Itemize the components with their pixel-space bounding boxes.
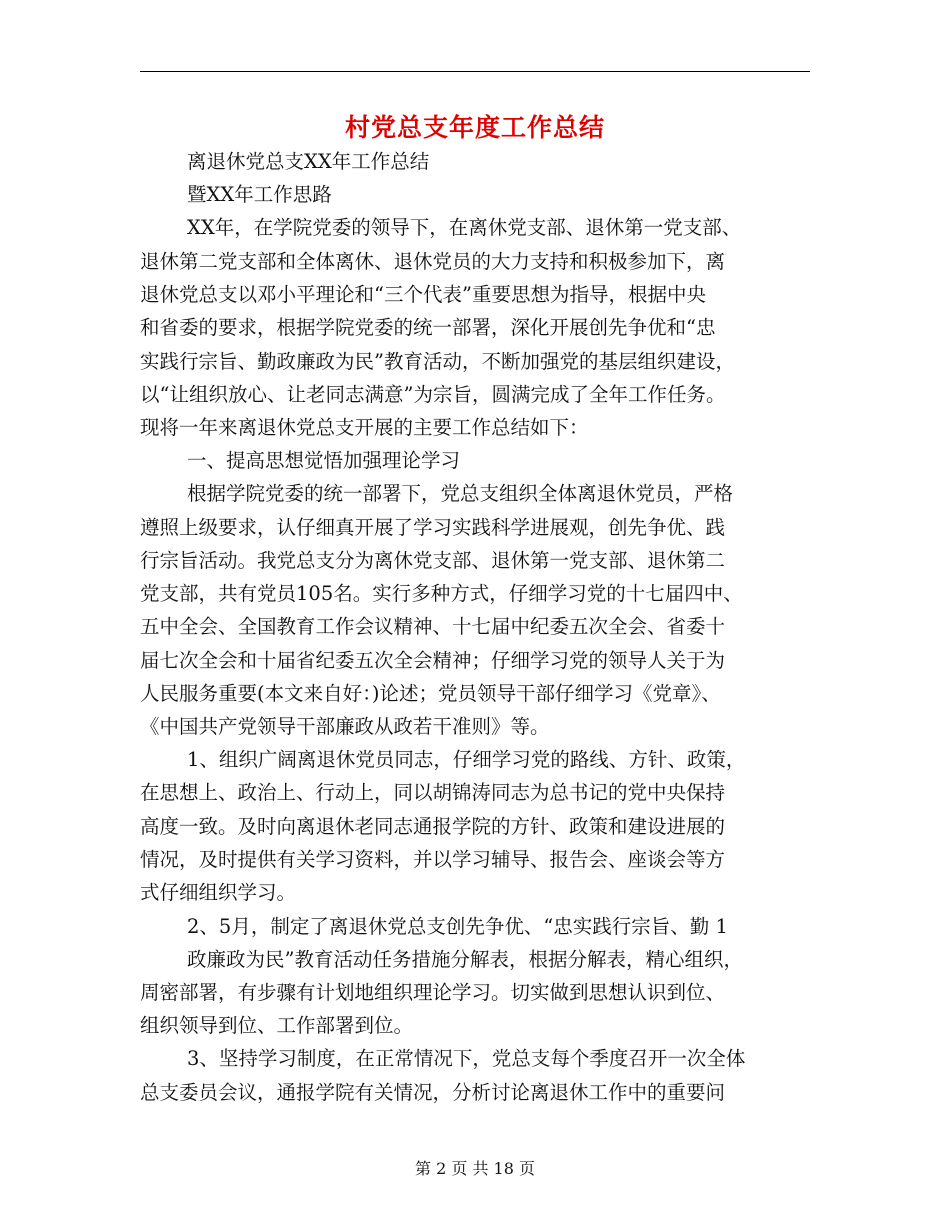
body-line: 《中国共产党领导干部廉政从政若干准则》等。 (140, 715, 550, 738)
body-line: 1、组织广阔离退休党员同志，仔细学习党的路线、方针、政策， (187, 748, 746, 771)
body-line: 式仔细组织学习。 (140, 881, 297, 904)
header-rule (140, 71, 810, 72)
body-line: 党支部，共有党员105名。实行多种方式，仔细学习党的十七届四中、 (140, 582, 743, 605)
body-line: 现将一年来离退休党总支开展的主要工作总结如下： (140, 416, 589, 439)
body-line: 2、5月，制定了离退休党总支创先争优、“忠实践行宗旨、勤 1 (187, 915, 728, 938)
body-line: 组织领导到位、工作部署到位。 (140, 1014, 414, 1037)
section-heading: 一、提高思想觉悟加强理论学习 (187, 449, 461, 472)
body-line: 实践行宗旨、勤政廉政为民”教育活动，不断加强党的基层组织建设， (140, 350, 735, 373)
document-title: 村党总支年度工作总结 (344, 113, 605, 142)
body-line: 高度一致。及时向离退休老同志通报学院的方针、政策和建设进展的 (140, 815, 726, 838)
body-line: XX年，在学院党委的领导下，在离休党支部、退休第一党支部、 (187, 216, 742, 239)
body-line: 暨XX年工作思路 (187, 183, 332, 206)
body-line: 遵照上级要求，认仔细真开展了学习实践科学进展观，创先争优、践 (140, 516, 726, 539)
body-line: 总支委员会议，通报学院有关情况，分析讨论离退休工作中的重要问 (140, 1081, 726, 1104)
body-line: 情况，及时提供有关学习资料，并以学习辅导、报告会、座谈会等方 (140, 848, 726, 871)
body-line: 人民服务重要(本文来自好：)论述；党员领导干部仔细学习《党章》、 (140, 682, 721, 705)
body-line: 根据学院党委的统一部署下，党总支组织全体离退休党员，严格 (187, 482, 734, 505)
body-line: 离退休党总支XX年工作总结 (187, 150, 430, 173)
body-line: 五中全会、全国教育工作会议精神、十七届中纪委五次全会、省委十 (140, 615, 726, 638)
body-line: 以“让组织放心、让老同志满意”为宗旨，圆满完成了全年工作任务。 (140, 383, 726, 406)
body-line: 届七次全会和十届省纪委五次全会精神；仔细学习党的领导人关于为 (140, 649, 726, 672)
body-line: 退休党总支以邓小平理论和“三个代表”重要思想为指导，根据中央 (140, 283, 706, 306)
body-line: 政廉政为民”教育活动任务措施分解表，根据分解表，精心组织， (187, 948, 743, 971)
body-line: 退休第二党支部和全体离休、退休党员的大力支持和积极参加下，离 (140, 250, 726, 273)
body-line: 周密部署，有步骤有计划地组织理论学习。切实做到思想认识到位、 (140, 981, 726, 1004)
page-footer: 第 2 页 共 18 页 (415, 1159, 535, 1178)
body-line: 在思想上、政治上、行动上，同以胡锦涛同志为总书记的党中央保持 (140, 781, 726, 804)
body-line: 3、坚持学习制度，在正常情况下，党总支每个季度召开一次全体 (187, 1047, 746, 1070)
body-line: 和省委的要求，根据学院党委的统一部署，深化开展创先争优和“忠 (140, 316, 716, 339)
body-line: 行宗旨活动。我党总支分为离休党支部、退休第一党支部、退休第二 (140, 549, 726, 572)
